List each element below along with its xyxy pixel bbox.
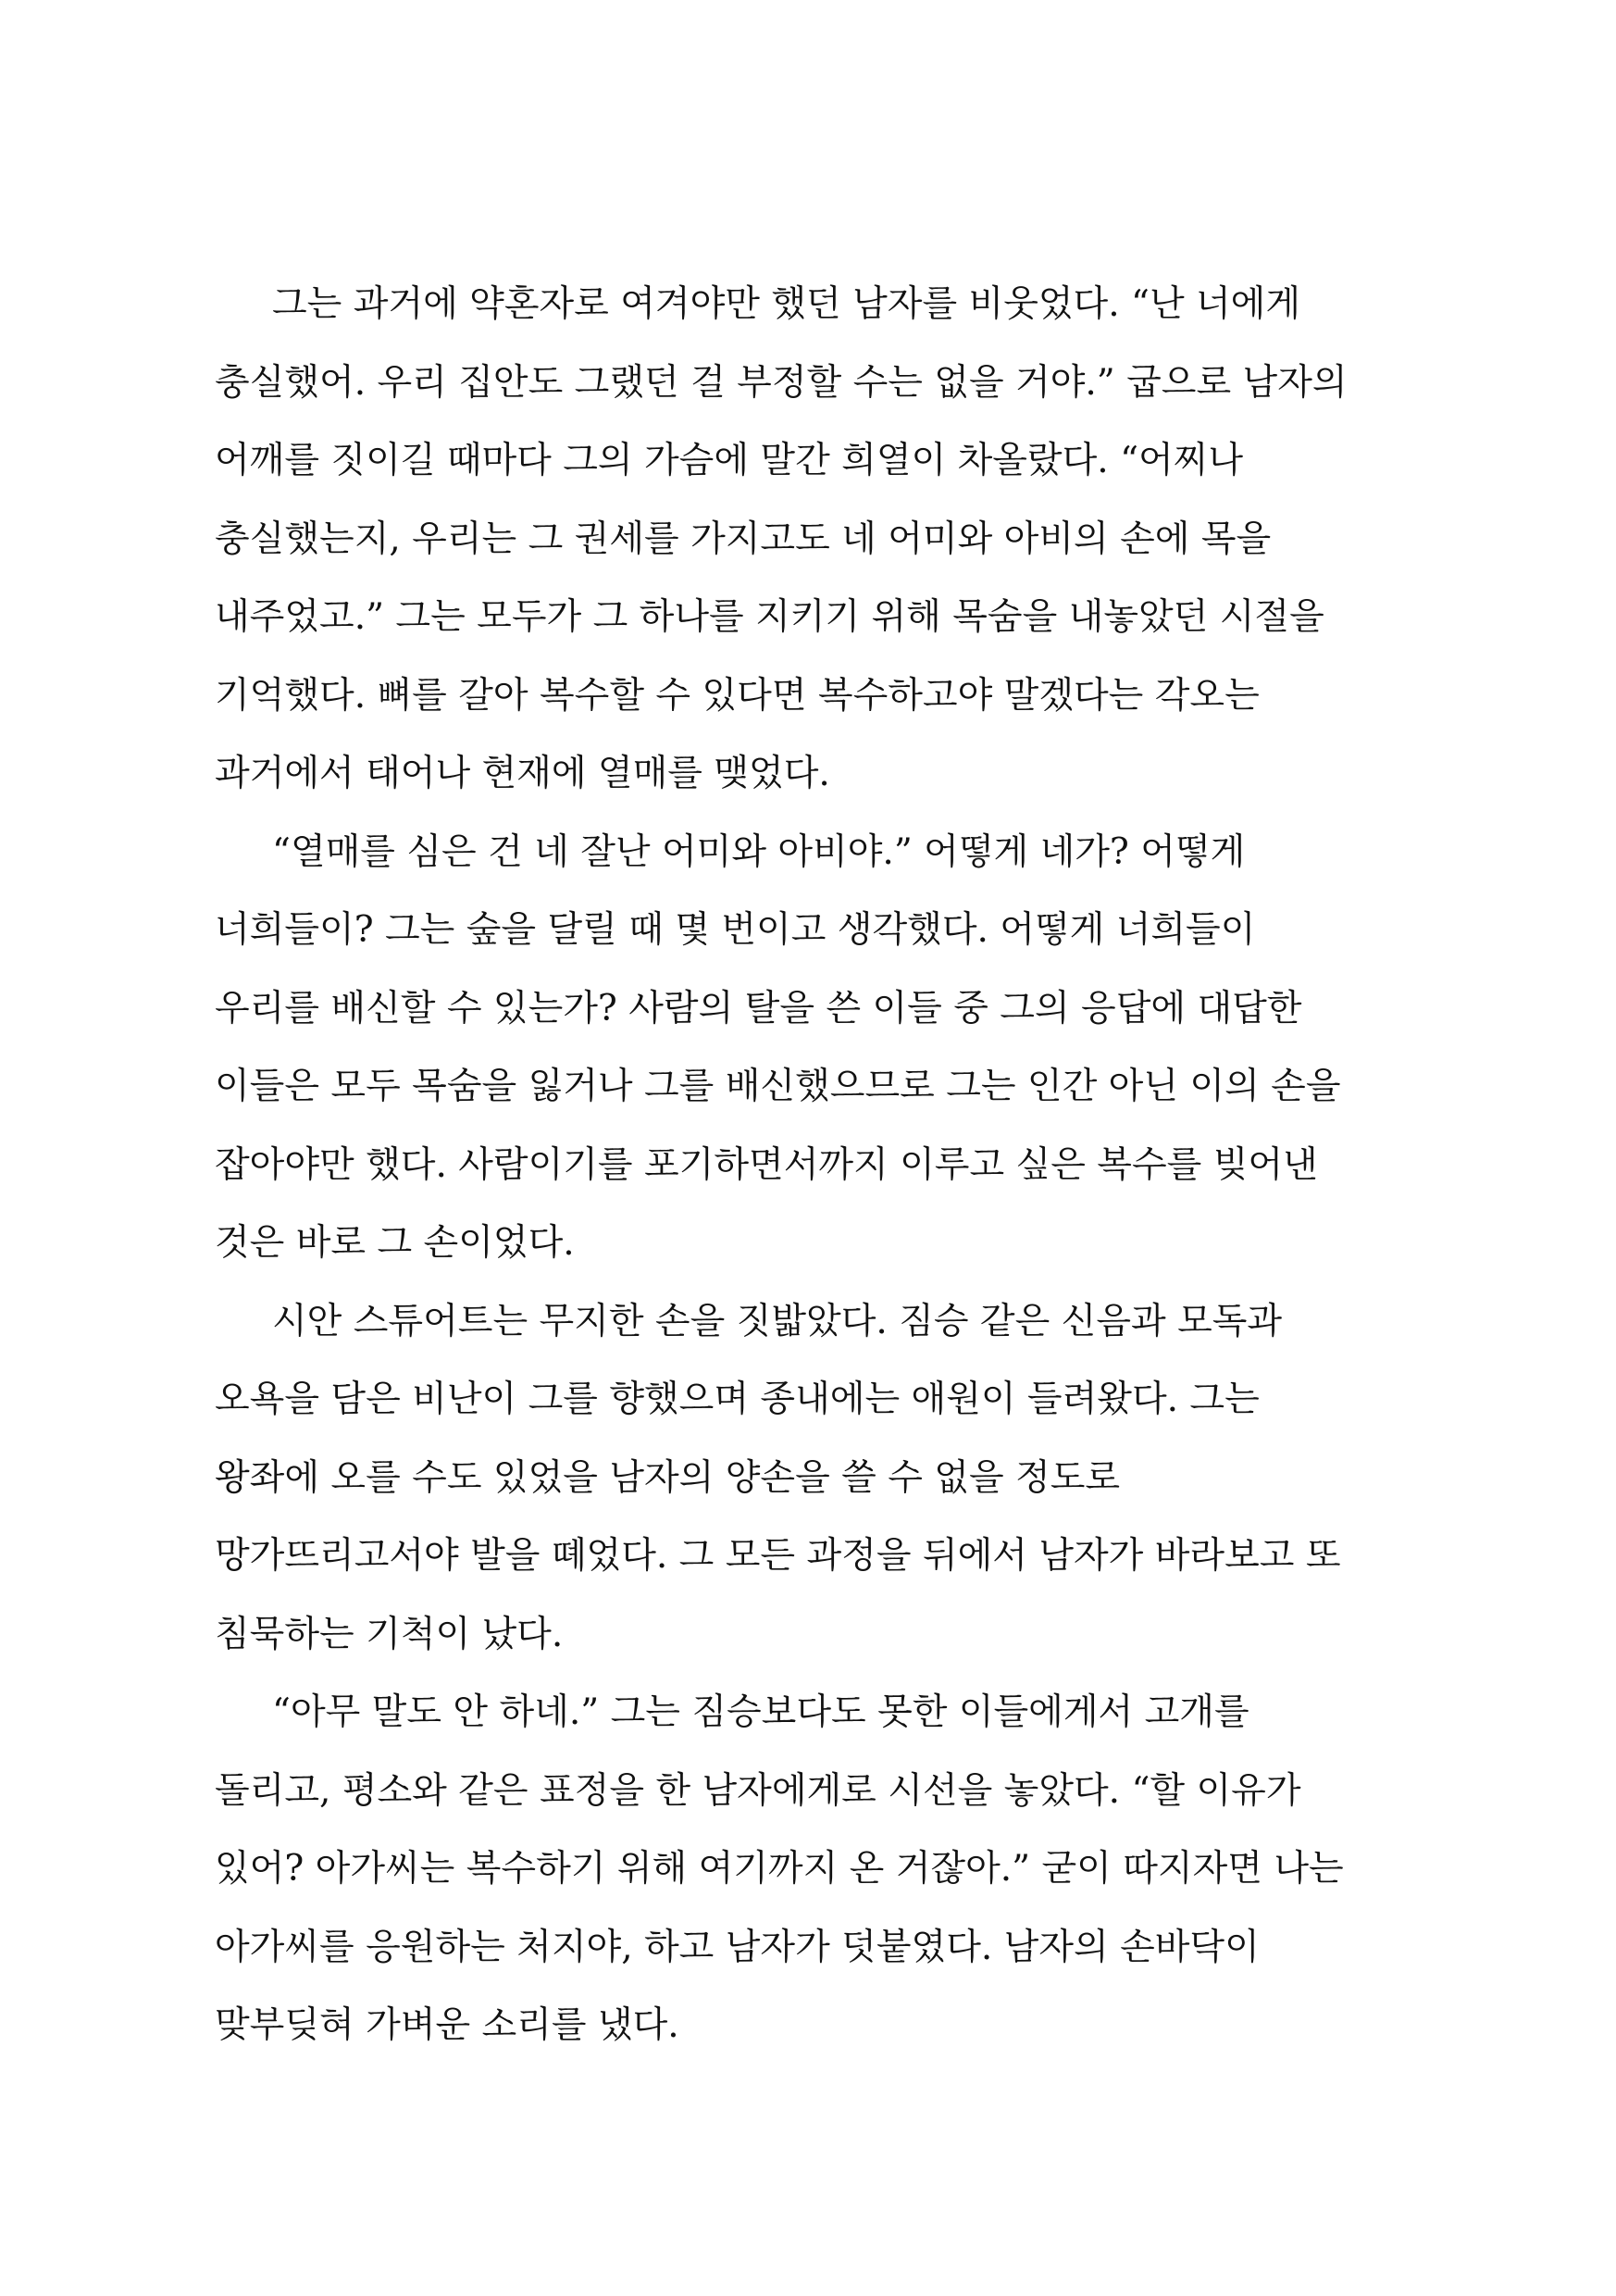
text-line: 아가씨를 응원하는 처지야, 하고 남자가 덧붙였다. 남자의 손바닥이 (215, 1926, 1260, 1968)
text-line: 돌리고, 평소와 같은 표정을 한 남자에게로 시선을 놓았다. “할 이유가 (215, 1769, 1301, 1812)
paragraph-3 (215, 1283, 1418, 1675)
text-line: 잡아야만 했다. 사람이기를 포기하면서까지 이루고 싶은 복수를 빚어낸 (215, 1143, 1318, 1186)
text-line: 과거에서 태어나 현재에 열매를 맺었다. (215, 753, 830, 794)
text-line: 어깨를 짓이길 때마다 그의 가슴에 말간 희열이 차올랐다. “어찌나 (215, 440, 1244, 481)
text-line: 있어? 아가씨는 복수하기 위해 여기까지 온 거잖아.” 굳이 따지자면 나는 (215, 1848, 1344, 1890)
text-line: 맞부딪혀 가벼운 소리를 냈다. (215, 2004, 679, 2046)
text-line: 오욕을 담은 비난이 그를 향했으며 종내에는 애원이 들려왔다. 그는 (215, 1379, 1260, 1420)
text-line: 우리를 배신할 수 있는가? 사람의 탈을 쓴 이들 중 그의 응답에 대답한 (215, 987, 1302, 1029)
text-line: 충실했어. 우리 집안도 그랬던 걸 부정할 수는 없을 거야.” 굽으로 남자의 (215, 361, 1348, 404)
text-line: 이들은 모두 목숨을 잃거나 그를 배신했으므로 그는 인간 아닌 이의 손을 (215, 1066, 1341, 1107)
paragraph-1 (215, 266, 1418, 814)
text-line: 시안 스튜어트는 무지한 손을 짓밟았다. 짐승 같은 신음과 모독과 (272, 1300, 1283, 1342)
text-line: 침묵하는 기척이 났다. (215, 1613, 564, 1655)
text-line: 망가뜨리고서야 발을 뗴었다. 그 모든 과정을 뒤에서 남자가 바라보고 또 (215, 1535, 1341, 1577)
paragraph-4 (215, 1674, 1418, 2065)
text-line: 그는 과거에 약혼자로 여겨야만 했던 남자를 비웃었다. “난 너에게 (272, 283, 1301, 325)
text-line: “열매를 심은 건 네 잘난 어미와 아비야.” 어떻게 네가? 어떻게 (272, 830, 1246, 873)
text-line: 충실했는지, 우리는 그 권세를 가지고도 네 어미와 아비의 손에 목을 (215, 518, 1272, 560)
text-line: 것은 바로 그 손이었다. (215, 1222, 575, 1264)
text-line: 기억했다. 뼈를 갈아 복수할 수 있다면 복수하고야 말겠다는 각오는 (215, 674, 1260, 717)
text-line: 내주었고.” 그는 모두가 그 하나를 지키기 위해 목숨을 내놓았던 시절을 (215, 596, 1324, 638)
text-line: 왕좌에 오를 수도 있었을 남자의 양손을 쓸 수 없을 정도로 (215, 1456, 1121, 1499)
text-line: “아무 말도 안 하네.” 그는 짐승보다도 못한 이들에게서 고개를 (272, 1691, 1249, 1733)
text-line: 너희들이? 그는 숲을 달릴 때 몇 번이고 생각했다. 어떻게 너희들이 (215, 909, 1256, 951)
document-body (215, 266, 1418, 2065)
paragraph-2 (215, 814, 1418, 1283)
